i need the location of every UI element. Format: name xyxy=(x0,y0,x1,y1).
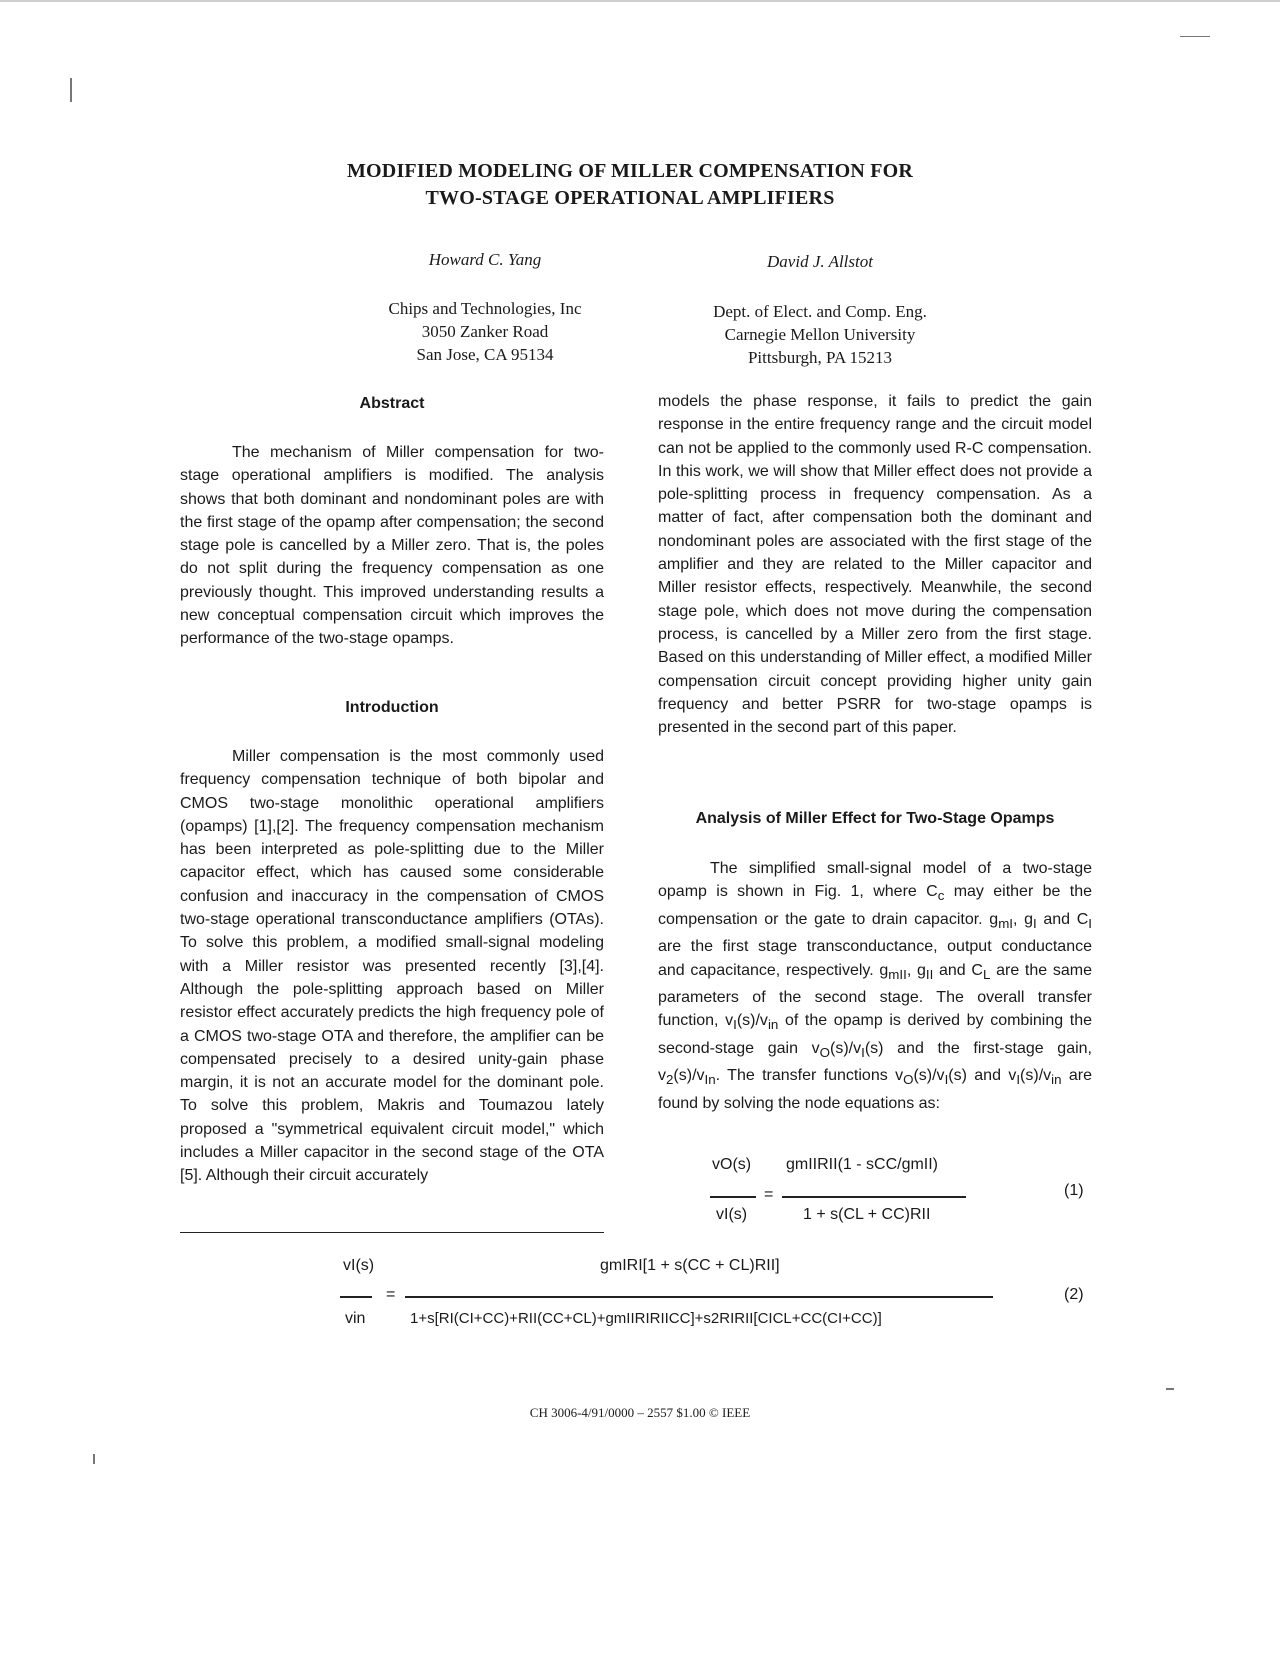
eq2-rhs-fraction-bar xyxy=(405,1296,993,1298)
author-name-2: David J. Allstot xyxy=(767,252,873,271)
eq1-rhs-numerator: gmIIRII(1 - sCC/gmII) xyxy=(786,1156,939,1173)
scan-speck xyxy=(93,1454,95,1464)
affiliation-line: Chips and Technologies, Inc xyxy=(388,299,582,318)
scan-speck xyxy=(1166,1388,1174,1390)
eq2-rhs-denominator: 1+s[RI(CI+CC)+RII(CC+CL)+gmIIRIRIICC]+s2RIRII[CICL+CC(CI+CC)] xyxy=(410,1310,882,1327)
eq1-lhs-denominator: vI(s) xyxy=(716,1206,748,1223)
title-line-1: MODIFIED MODELING OF MILLER COMPENSATION FOR xyxy=(346,160,914,182)
author-affiliation-2 xyxy=(660,300,980,369)
eq2-lhs-numerator: vI(s) xyxy=(343,1257,375,1274)
eq2-equals: = xyxy=(386,1286,396,1303)
affiliation-line: Carnegie Mellon University xyxy=(724,325,916,344)
column-footnote-rule xyxy=(180,1232,604,1233)
eq2-number: (2) xyxy=(1064,1286,1084,1303)
affiliation-line: Pittsburgh, PA 15213 xyxy=(747,348,893,367)
eq1-rhs-fraction-bar xyxy=(782,1196,966,1198)
eq1-lhs-fraction-bar xyxy=(710,1196,756,1198)
affiliation-line: 3050 Zanker Road xyxy=(421,322,549,341)
footer-copyright: CH 3006-4/91/0000 – 2557 $1.00 © IEEE xyxy=(529,1405,751,1420)
affiliation-line: Dept. of Elect. and Comp. Eng. xyxy=(713,302,927,321)
eq1-equals: = xyxy=(764,1186,774,1203)
eq2-rhs-numerator: gmIRI[1 + s(CC + CL)RII] xyxy=(600,1257,780,1274)
scan-speck xyxy=(1180,36,1210,37)
introduction-text: Miller compensation is the most commonly used frequency compensation technique of both bipolar and CMOS two-stage monolithic operational amplifiers (opamps) [1],[2]. The frequency compensation mechanism has been interpreted as pole-splitting due to the Miller capacitor effect, which has caused some considerable confusion and inaccuracy in the compensation of CMOS two-stage operational transconductance amplifiers (OTAs). To solve this problem, a modified small-signal modeling with a Miller resistor was presented recently [3],[4]. Although the pole-splitting approach based on Miller resistor effect accurately predicts the high frequency pole of a CMOS two-stage OTA and therefore, the amplifier can be compensated precisely to a desired unity-gain phase margin, it is not an accurate model for the dominant pole. To solve this problem, Makris and Toumazou lately proposed a "symmetrical equivalent circuit model," which includes a Miller capacitor in the second stage of the OTA [5]. Although their circuit accurately xyxy=(180,748,604,1185)
analysis-heading: Analysis of Miller Effect for Two-Stage Opamps xyxy=(695,810,1055,827)
eq1-number: (1) xyxy=(1064,1182,1084,1199)
abstract-heading: Abstract xyxy=(359,395,425,412)
eq2-lhs-denominator: vin xyxy=(345,1310,366,1327)
right-column-text: models the phase response, it fails to predict the gain response in the entire frequency range and the circuit model can not be applied to the commonly used R-C compensation. In this work, we will show that Miller effect does not provide a pole-splitting process in frequency compensation. As a matter of fact, after compensation both the dominant and nondominant poles are associated with the first stage of the amplifier and they are related to the Miller capacitor and Miller resistor effects, respectively. Meanwhile, the second stage pole, which does not move during the compensation process, is cancelled by a Miller zero from the first stage. Based on this understanding of Miller effect, a modified Miller compensation circuit concept providing higher unity gain frequency and better PSRR for two-stage opamps is presented in the second part of this paper. xyxy=(658,393,1092,737)
eq1-lhs-numerator: vO(s) xyxy=(712,1156,752,1173)
affiliation-line: San Jose, CA 95134 xyxy=(416,345,554,364)
title-line-2: TWO-STAGE OPERATIONAL AMPLIFIERS xyxy=(425,187,835,209)
author-affiliation-1 xyxy=(325,297,645,366)
scan-edge xyxy=(0,0,1280,2)
analysis-text: The simplified small-signal model of a two-stage opamp is shown in Fig. 1, where $C_c$ may either be the compensation or the gate to drain capacitor. $g_{mI}$, $g_I$ and $C_I$ are the first stage transconductance, output conductance and capacitance, respectively. $g_{mII}$, $g_{II}$ and $C_L$ are the same parameters of the second stage. The overall transfer function, $v_I(s)/v_{in}$ of the opamp is derived by combining the second-stage gain $v_O(s)/v_I(s)$ and the first-stage gain, $v_2(s)/v_{In}$. The transfer functions $v_O(s)/v_I(s)$ and $v_I(s)/v_{in}$ are found by solving the node equations as: xyxy=(658,860,1093,1112)
introduction-heading: Introduction xyxy=(345,699,439,716)
eq1-rhs-denominator: 1 + s(CL + CC)RII xyxy=(803,1206,931,1223)
scan-speck xyxy=(70,78,72,102)
eq2-lhs-fraction-bar xyxy=(340,1296,372,1298)
author-name-1: Howard C. Yang xyxy=(428,250,542,269)
paper-title xyxy=(240,158,1020,212)
abstract-text: The mechanism of Miller compensation for two-stage operational amplifiers is modified. The analysis shows that both dominant and nondominant poles are with the first stage of the opamp after compensation; the second stage pole is cancelled by a Miller zero. That is, the poles do not split during the frequency compensation as one previously thought. This improved understanding results a new conceptual compensation circuit which improves the performance of the two-stage opamps. xyxy=(180,444,604,648)
